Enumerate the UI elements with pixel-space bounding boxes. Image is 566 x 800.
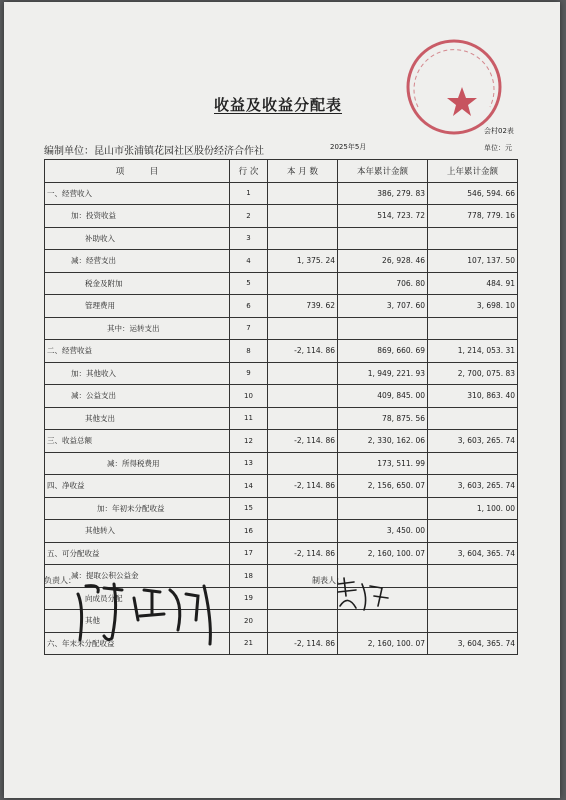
table-row bbox=[45, 227, 518, 250]
item-cell: 二、经营收益 bbox=[45, 340, 230, 363]
line-number-cell: 21 bbox=[230, 632, 268, 655]
item-cell: 加：其他收入 bbox=[45, 362, 230, 385]
table-row bbox=[45, 385, 518, 408]
current-month-cell bbox=[268, 385, 338, 408]
prev-year-amount-cell: 778, 779. 16 bbox=[428, 205, 518, 228]
prev-year-amount-cell: 2, 700, 075. 83 bbox=[428, 362, 518, 385]
current-month-cell bbox=[268, 407, 338, 430]
currency-unit: 单位：元 bbox=[484, 144, 512, 152]
prev-year-amount-cell: 1, 100. 00 bbox=[428, 497, 518, 520]
line-number-cell: 8 bbox=[230, 340, 268, 363]
ytd-amount-cell: 386, 279. 83 bbox=[338, 182, 428, 205]
ytd-amount-cell: 1, 949, 221. 93 bbox=[338, 362, 428, 385]
ytd-amount-cell: 78, 875. 56 bbox=[338, 407, 428, 430]
prev-year-amount-cell: 484. 91 bbox=[428, 272, 518, 295]
current-month-cell: 1, 375. 24 bbox=[268, 250, 338, 273]
document-page bbox=[4, 2, 560, 798]
ytd-amount-cell: 26, 928. 46 bbox=[338, 250, 428, 273]
column-header-prev-year: 上年累计金额 bbox=[428, 160, 518, 183]
table-row bbox=[45, 205, 518, 228]
prev-year-amount-cell: 3, 698. 10 bbox=[428, 295, 518, 318]
ytd-amount-cell bbox=[338, 317, 428, 340]
table-row bbox=[45, 430, 518, 453]
ytd-amount-cell bbox=[338, 227, 428, 250]
current-month-cell bbox=[268, 362, 338, 385]
ytd-amount-cell: 409, 845. 00 bbox=[338, 385, 428, 408]
prev-year-amount-cell bbox=[428, 610, 518, 633]
prev-year-amount-cell: 107, 137. 50 bbox=[428, 250, 518, 273]
line-number-cell: 19 bbox=[230, 587, 268, 610]
current-month-cell bbox=[268, 452, 338, 475]
item-cell: 加：年初未分配收益 bbox=[45, 497, 230, 520]
table-row bbox=[45, 407, 518, 430]
line-number-cell: 13 bbox=[230, 452, 268, 475]
item-cell: 其中：运转支出 bbox=[45, 317, 230, 340]
line-number-cell: 5 bbox=[230, 272, 268, 295]
ytd-amount-cell: 706. 80 bbox=[338, 272, 428, 295]
current-month-cell bbox=[268, 520, 338, 543]
principal-label: 负责人： bbox=[44, 576, 76, 585]
item-cell: 其他支出 bbox=[45, 407, 230, 430]
item-cell: 减：经营支出 bbox=[45, 250, 230, 273]
item-cell: 管理费用 bbox=[45, 295, 230, 318]
prev-year-amount-cell: 546, 594. 66 bbox=[428, 182, 518, 205]
current-month-cell bbox=[268, 205, 338, 228]
page-title: 收益及收益分配表 bbox=[214, 96, 343, 114]
prev-year-amount-cell bbox=[428, 520, 518, 543]
ytd-amount-cell: 2, 160, 100. 07 bbox=[338, 542, 428, 565]
table-row bbox=[45, 272, 518, 295]
item-cell: 减：公益支出 bbox=[45, 385, 230, 408]
prev-year-amount-cell: 310, 863. 40 bbox=[428, 385, 518, 408]
table-row bbox=[45, 452, 518, 475]
prev-year-amount-cell bbox=[428, 452, 518, 475]
line-number-cell: 20 bbox=[230, 610, 268, 633]
table-row bbox=[45, 317, 518, 340]
table-row bbox=[45, 497, 518, 520]
current-month-cell: -2, 114. 86 bbox=[268, 475, 338, 498]
table-row bbox=[45, 362, 518, 385]
current-month-cell bbox=[268, 587, 338, 610]
table-row bbox=[45, 182, 518, 205]
line-number-cell: 11 bbox=[230, 407, 268, 430]
line-number-cell: 10 bbox=[230, 385, 268, 408]
prev-year-amount-cell bbox=[428, 587, 518, 610]
ytd-amount-cell: 869, 660. 69 bbox=[338, 340, 428, 363]
ytd-amount-cell: 2, 330, 162. 06 bbox=[338, 430, 428, 453]
prev-year-amount-cell: 3, 603, 265. 74 bbox=[428, 475, 518, 498]
line-number-cell: 6 bbox=[230, 295, 268, 318]
prev-year-amount-cell: 3, 603, 265. 74 bbox=[428, 430, 518, 453]
current-month-cell bbox=[268, 317, 338, 340]
item-cell: 三、收益总额 bbox=[45, 430, 230, 453]
current-month-cell: -2, 114. 86 bbox=[268, 542, 338, 565]
form-code: 会村02表 bbox=[484, 127, 514, 135]
prev-year-amount-cell: 1, 214, 053. 31 bbox=[428, 340, 518, 363]
organization-label: 编制单位：昆山市张浦镇花园社区股份经济合作社 bbox=[44, 146, 264, 157]
ytd-amount-cell bbox=[338, 497, 428, 520]
current-month-cell bbox=[268, 272, 338, 295]
line-number-cell: 14 bbox=[230, 475, 268, 498]
table-row bbox=[45, 520, 518, 543]
prev-year-amount-cell: 3, 604, 365. 74 bbox=[428, 542, 518, 565]
line-number-cell: 4 bbox=[230, 250, 268, 273]
column-header-ytd: 本年累计金额 bbox=[338, 160, 428, 183]
item-cell: 税金及附加 bbox=[45, 272, 230, 295]
line-number-cell: 18 bbox=[230, 565, 268, 588]
item-cell: 向成员分配 bbox=[45, 587, 230, 610]
line-number-cell: 3 bbox=[230, 227, 268, 250]
table-row bbox=[45, 340, 518, 363]
prev-year-amount-cell bbox=[428, 227, 518, 250]
line-number-cell: 15 bbox=[230, 497, 268, 520]
current-month-cell bbox=[268, 227, 338, 250]
item-cell: 其他转入 bbox=[45, 520, 230, 543]
item-cell: 四、净收益 bbox=[45, 475, 230, 498]
report-period: 2025年5月 bbox=[330, 143, 367, 151]
current-month-cell bbox=[268, 610, 338, 633]
line-number-cell: 1 bbox=[230, 182, 268, 205]
current-month-cell: -2, 114. 86 bbox=[268, 340, 338, 363]
ytd-amount-cell: 2, 160, 100. 07 bbox=[338, 632, 428, 655]
ytd-amount-cell: 514, 723. 72 bbox=[338, 205, 428, 228]
column-header-item: 项 目 bbox=[45, 160, 230, 183]
item-cell: 加：投资收益 bbox=[45, 205, 230, 228]
table-header-row bbox=[45, 160, 518, 183]
current-month-cell: -2, 114. 86 bbox=[268, 430, 338, 453]
column-header-line: 行 次 bbox=[230, 160, 268, 183]
ytd-amount-cell: 3, 707. 60 bbox=[338, 295, 428, 318]
prev-year-amount-cell: 3, 604, 365. 74 bbox=[428, 632, 518, 655]
ytd-amount-cell: 3, 450. 00 bbox=[338, 520, 428, 543]
line-number-cell: 17 bbox=[230, 542, 268, 565]
official-seal bbox=[404, 37, 504, 137]
column-header-month: 本 月 数 bbox=[268, 160, 338, 183]
preparer-label: 制表人： bbox=[312, 576, 344, 585]
ytd-amount-cell: 2, 156, 650. 07 bbox=[338, 475, 428, 498]
principal-signature bbox=[74, 580, 224, 654]
prev-year-amount-cell bbox=[428, 565, 518, 588]
line-number-cell: 12 bbox=[230, 430, 268, 453]
line-number-cell: 16 bbox=[230, 520, 268, 543]
table-row bbox=[45, 295, 518, 318]
item-cell: 减：提取公积公益金 bbox=[45, 565, 230, 588]
line-number-cell: 2 bbox=[230, 205, 268, 228]
current-month-cell bbox=[268, 497, 338, 520]
ytd-amount-cell: 173, 511. 99 bbox=[338, 452, 428, 475]
line-number-cell: 7 bbox=[230, 317, 268, 340]
current-month-cell bbox=[268, 182, 338, 205]
table-row bbox=[45, 475, 518, 498]
item-cell: 补助收入 bbox=[45, 227, 230, 250]
table-row bbox=[45, 250, 518, 273]
item-cell: 减：所得税费用 bbox=[45, 452, 230, 475]
item-cell: 一、经营收入 bbox=[45, 182, 230, 205]
item-cell: 其他 bbox=[45, 610, 230, 633]
prev-year-amount-cell bbox=[428, 407, 518, 430]
current-month-cell: 739. 62 bbox=[268, 295, 338, 318]
preparer-signature bbox=[334, 576, 394, 620]
table-row bbox=[45, 542, 518, 565]
item-cell: 六、年末未分配收益 bbox=[45, 632, 230, 655]
line-number-cell: 9 bbox=[230, 362, 268, 385]
prev-year-amount-cell bbox=[428, 317, 518, 340]
item-cell: 五、可分配收益 bbox=[45, 542, 230, 565]
current-month-cell: -2, 114. 86 bbox=[268, 632, 338, 655]
